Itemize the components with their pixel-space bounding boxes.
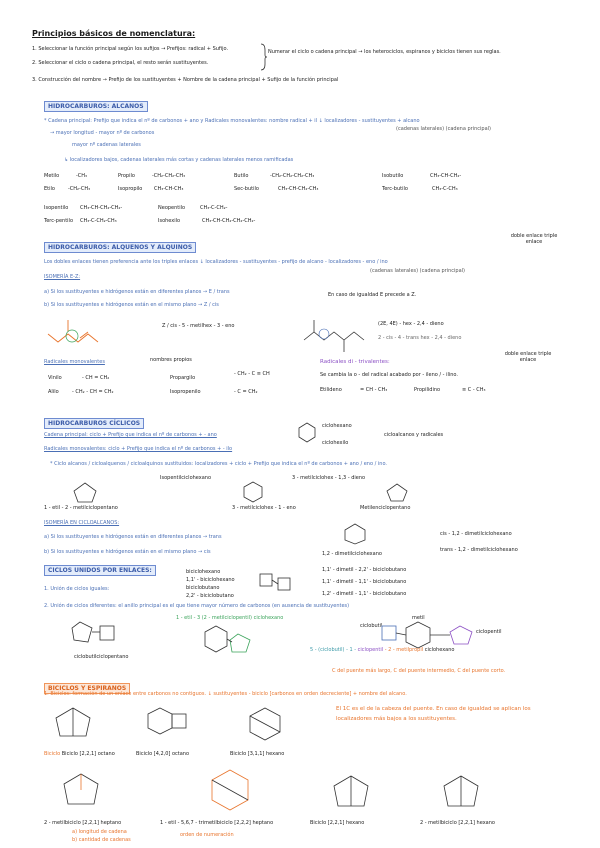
- radical-name: Isobutilo: [382, 173, 404, 179]
- label-ciclobutil: ciclobutil: [360, 623, 383, 629]
- alkene-ex1: Z / cis - 5 - metilhex - 3 - eno: [162, 323, 235, 329]
- bicyclo-row2-name-2: 1 - etil - 5,6,7 - trimetilbiciclo [2,2,2] heptano: [160, 820, 274, 826]
- propargyl-name: Propargilo: [170, 375, 196, 381]
- allyl-name: Alilo: [48, 389, 59, 395]
- bicyclo-420-structure: [146, 704, 196, 744]
- isopropenyl-formula: - C = CH₂: [234, 389, 258, 395]
- alkene-structure-2: [300, 312, 375, 357]
- ciclohexano-label: ciclohexano: [322, 423, 352, 429]
- alquenos-line1: Los dobles enlaces tienen preferencia ante los triples enlaces ↓ localizadores - sustituyentes - prefijo de alcano - localizadores - eno / ino: [44, 259, 388, 265]
- ciclohexilo-label: ciclohexilo: [322, 440, 349, 446]
- bicyclo-221-structure: [48, 704, 98, 744]
- radical-name: Butilo: [234, 173, 249, 179]
- union-name-2: 1,1' - biciclohexano: [186, 577, 235, 583]
- trans-label: trans - 1,2 - dimetilciclohexano: [440, 547, 518, 553]
- rules-note: Numerar el ciclo o cadena principal → los heterociclos, espiranos y biciclos tienen sus reglas.: [268, 49, 501, 55]
- biciclos-foot-note: orden de numeración: [180, 832, 234, 838]
- union-name-4: 2,2' - biciclobutano: [186, 593, 234, 599]
- biciclos-rule: El 1C es el de la cabeza del puente. En caso de igualdad se aplican los localizadores más bajos a los sustituyentes.: [336, 706, 531, 723]
- alcanos-line3: mayor nº cadenas laterales: [72, 142, 141, 148]
- radical-name: Terc-butilo: [382, 186, 408, 192]
- rule-3: 3. Construcción del nombre → Prefijo de los sustituyentes + Nombre de la cadena principal + Sufijo de la función principal: [32, 77, 339, 83]
- label-ciclopentil: ciclopentil: [476, 629, 502, 635]
- rule-1: 1. Seleccionar la función principal según los sufijos → Prefijos: radical + Sufijo.: [32, 46, 229, 52]
- bicyclo-row2-name-4: 2 - metilbiciclo [2,2,1] hexano: [420, 820, 495, 826]
- radical-formula: CH₃-C-CH₂-CH₃: [80, 218, 117, 224]
- propylidyne-formula: ≡ C - CH₃: [462, 387, 486, 393]
- ethylidene-name: Etilideno: [320, 387, 342, 393]
- radical-name: Isohexilo: [158, 218, 181, 224]
- radical-name: Isopentilo: [44, 205, 69, 211]
- methylbicyclo-221-structure: [56, 770, 106, 814]
- radical-formula: CH₃-CH-CH₂-CH₂-: [80, 205, 123, 211]
- ethylidene-formula: = CH - CH₃: [360, 387, 388, 393]
- bicyclo-name-1: Biciclo Biciclo [2,2,1] octano: [44, 751, 115, 757]
- radical-formula: -CH₃: [76, 173, 88, 179]
- bicyclo-221-hexane-structure: [326, 772, 376, 816]
- alquenos-note-top: doble enlace triple enlace: [510, 233, 558, 245]
- dimethyl-label: 1,2 - dimetilciclohexano: [322, 551, 382, 557]
- bicyclo-name-3: Biciclo [3,1,1] hexano: [230, 751, 285, 757]
- radical-name: Propilo: [118, 173, 135, 179]
- alcanos-line2: → mayor longitud - mayor nº de carbonos: [50, 130, 155, 136]
- bicyclo-row2-name-3: Biciclo [2,2,1] hexano: [310, 820, 365, 826]
- page-title: Principios básicos de nomenclatura:: [32, 29, 196, 38]
- ciclicos-ex-bottom-2: 3 - metilciclohex - 1 - eno: [232, 505, 296, 511]
- union-name2-2: 1,1' - dimetil - 1,1' - biciclobutano: [322, 579, 407, 585]
- rad-mono-label: Radicales monovalentes: [44, 359, 105, 365]
- radical-formula: CH₃-CH-CH₂-CH₂-CH₂-: [202, 218, 256, 224]
- radical-name: Metilo: [44, 173, 60, 179]
- isomeria-ez: ISOMERÍA E-Z:: [44, 274, 81, 280]
- biciclos-foot2: b) cantidad de cadenas: [72, 837, 131, 843]
- rule-2: 2. Seleccionar el ciclo o cadena principal, el resto serán sustituyentes.: [32, 60, 209, 66]
- cicloalcanos-label: cicloalcanos y radicales: [384, 432, 444, 438]
- alcanos-header: HIDROCARBUROS: ALCANOS: [44, 101, 148, 112]
- isomeria-ciclo-a: a) Si los sustituyentes e hidrógenos están en diferentes planos → trans: [44, 534, 222, 540]
- radical-formula: -CH₂-CH₂-CH₂-CH₃: [270, 173, 315, 179]
- isomeria-ciclo: ISOMERÍA EN CICLOALCANOS:: [44, 520, 120, 526]
- union-name-3: biciclobutano: [186, 585, 220, 591]
- cyclobutylcyclopentane-structure: [70, 618, 130, 652]
- enlaces-header: CICLOS UNIDOS POR ENLACES:: [44, 565, 156, 576]
- isomeria-note: En caso de igualdad E precede a Z.: [328, 292, 417, 298]
- rad-di-label: Radicales di - trivalentes:: [320, 359, 390, 365]
- isopropenyl-name: Isopropenilo: [170, 389, 201, 395]
- allyl-formula: - CH₂ - CH = CH₂: [72, 389, 114, 395]
- ciclicos-ex-bottom-1: 1 - etil - 2 - metilciclopentano: [44, 505, 118, 511]
- biciclos-top-note: C del puente más largo, C del puente intermedio, C del puente corto.: [332, 668, 506, 674]
- radical-name: Isopropilo: [118, 186, 143, 192]
- radical-name: Terc-pentilo: [44, 218, 73, 224]
- radical-formula: CH₃-CH-CH₃: [154, 186, 184, 192]
- biciclos-foot1: a) longitud de cadena: [72, 829, 127, 835]
- alcanos-line1: * Cadena principal: Prefijo que indica el nº de carbonos + ano y Radicales monovalentes: nombre radical + il ↓ localizadores - sustituyentes + alcano: [44, 118, 420, 124]
- biciclos-header: BICICLOS Y ESPIRANOS: [44, 683, 130, 694]
- propargyl-formula: - CH₂ - C ≡ CH: [234, 371, 270, 377]
- alcanos-line4: ↳ localizadores bajos, cadenas laterales más cortas y cadenas laterales menos ramificadas: [64, 157, 294, 163]
- cyclopentane-structure: [70, 480, 100, 504]
- isomeria-b: b) Si los sustituyentes e hidrógenos están en el mismo plano → Z / cis: [44, 302, 219, 308]
- radical-formula: CH₃-C-CH₂-: [200, 205, 228, 211]
- enlaces-ex2: ciclobutilciclopentano: [74, 654, 129, 660]
- label-metil: metil: [412, 615, 425, 621]
- ciclicos-header: HIDROCARBUROS CÍCLICOS: [44, 418, 144, 429]
- enlaces-ex1: 1 - etil - 3 (2 - metilciclopentil) ciclohexano: [176, 615, 284, 621]
- cyclohexane-icons: [296, 421, 318, 457]
- isomeria-a: a) Si los sustituyentes e hidrógenos están en diferentes planos → E / trans: [44, 289, 230, 295]
- alquenos-note2: doble enlace triple enlace: [504, 351, 552, 363]
- radical-formula: -CH₂-CH₃: [68, 186, 91, 192]
- propylidyne-name: Propilidino: [414, 387, 441, 393]
- bicyclo-name-2: Biciclo [4,2,0] octano: [136, 751, 190, 757]
- radical-formula: CH₃-C-CH₃: [432, 186, 458, 192]
- alquenos-line1-sub: (cadenas laterales) (cadena principal): [370, 268, 465, 274]
- alcanos-line1-sub: (cadenas laterales) (cadena principal): [396, 126, 491, 132]
- biciclos-line1: 1. Biciclos: formación de un enlace entre carbonos no contiguos. ↓ sustituyentes - biciclo [carbonos en orden decreciente] + nombre del alcano.: [44, 691, 407, 697]
- union-name-1: biciclohexano: [186, 569, 221, 575]
- bicyclo-row2-name-1: 2 - metilbiciclo [2,2,1] heptano: [44, 820, 122, 826]
- trimethylbicyclo-structure: [200, 764, 260, 816]
- radical-formula: -CH₂-CH₂-CH₃: [152, 173, 186, 179]
- ciclicos-line2: Radicales monovalentes: ciclo + Prefijo que indica el nº de carbonos + - ilo: [44, 446, 233, 452]
- vinyl-formula: - CH = CH₂: [82, 375, 110, 381]
- enlaces-item2: 2. Unión de ciclos diferentes: el anillo principal es el que tiene mayor número de carbonos (en ausencia de sustituyentes): [44, 603, 350, 609]
- ciclicos-line3: * Ciclo alcanos / cicloalquenos / cicloalquinos sustituidos: localizadores + ciclo + Prefijo que indica el nº de carbonos + ano / eno / ino.: [50, 461, 388, 467]
- enlaces-ex3: 5 - (ciclobutil) - 1 - ciclopentil - 2 - metilpropil ciclohexano: [310, 647, 455, 653]
- enlaces-item1: 1. Unión de ciclos iguales:: [44, 586, 110, 592]
- radical-formula: CH₃-CH-CH₂-: [430, 173, 462, 179]
- nombres-propios: nombres propios: [150, 357, 192, 363]
- dimethylcyclohexane-structure: [340, 522, 370, 546]
- ciclicos-line1: Cadena principal: ciclo + Prefijo que indica el nº de carbonos + - ano: [44, 432, 217, 438]
- alkene-ex2: (2E, 4E) - hex - 2,4 - dieno: [378, 321, 444, 327]
- methylenecyclopentane-structure: [384, 480, 410, 504]
- ethyl-methylcyclopentyl-structure: [200, 622, 258, 662]
- ciclicos-ex-top1: Isopentilciclohexano: [160, 475, 212, 481]
- radical-name: Sec-butilo: [234, 186, 259, 192]
- rad-di-desc: Se cambia la o - del radical acabado por - ileno / - ilino.: [320, 372, 458, 378]
- radical-formula: CH₃-CH-CH₂-CH₃: [278, 186, 319, 192]
- alkene-ex3: 2 - cis - 4 - trans hex - 2,4 - dieno: [378, 335, 462, 341]
- methylbicyclo-221-hexane-structure: [436, 772, 486, 816]
- alquenos-header: HIDROCARBUROS: ALQUENOS Y ALQUINOS: [44, 242, 196, 253]
- vinyl-name: Vinilo: [48, 375, 62, 381]
- cis-label: cis - 1,2 - dimetilciclohexano: [440, 531, 512, 537]
- bicyclo-name-1-text: Biciclo [2,2,1] octano: [61, 751, 115, 757]
- ciclicos-ex-bottom-3: Metilenciclopentano: [360, 505, 411, 511]
- radical-name: Neopentilo: [158, 205, 186, 211]
- alkene-structure-1: [44, 312, 124, 352]
- bicyclo-311-structure: [240, 704, 290, 744]
- cyclohexene-structure: [240, 480, 266, 504]
- radical-name: Etilo: [44, 186, 55, 192]
- union-name2-3: 1,2' - dimetil - 1,1' - biciclobutano: [322, 591, 407, 597]
- isomeria-ciclo-b: b) Si los sustituyentes e hidrógenos están en el mismo plano → cis: [44, 549, 211, 555]
- ciclicos-ex-top2: 3 - metilciclohex - 1,3 - dieno: [292, 475, 366, 481]
- union-name2-1: 1,1' - dimetil - 2,2' - biciclobutano: [322, 567, 407, 573]
- bicyclobutane-structures: [256, 568, 314, 598]
- rules-brace: [260, 43, 268, 71]
